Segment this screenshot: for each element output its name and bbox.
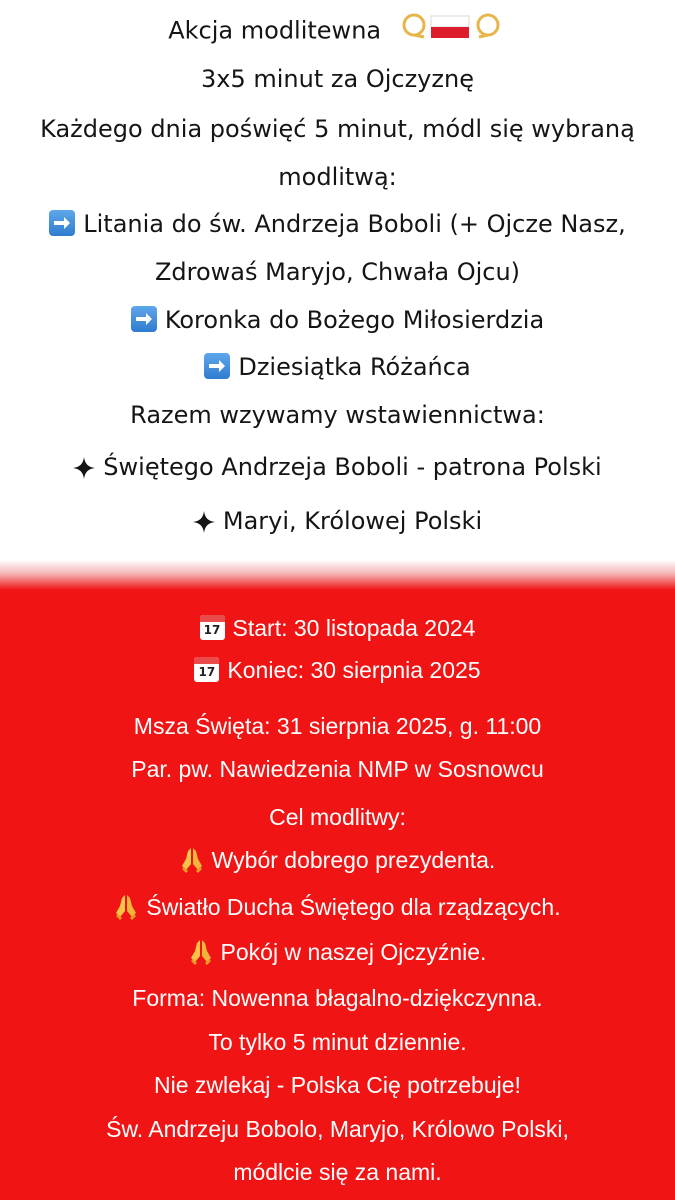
sparkle-icon <box>73 456 95 478</box>
goal-heading: Cel modlitwy: <box>269 804 406 830</box>
appeal-text: Nie zwlekaj - Polska Cię potrzebuje! <box>154 1072 521 1098</box>
intercessor-item-bobola <box>0 452 675 482</box>
prayer-item-rosary <box>0 352 675 382</box>
intercessor-item-mary <box>0 506 675 536</box>
start-date <box>0 613 675 643</box>
goal-item-peace <box>0 937 675 967</box>
closing-line-2: módlcie się za nami. <box>233 1159 442 1185</box>
title-line <box>0 14 675 49</box>
duration-info: To tylko 5 minut dziennie. <box>208 1029 467 1055</box>
right-arrow-icon <box>131 306 157 332</box>
subtitle: 3x5 minut za Ojczyznę <box>201 65 474 93</box>
prayer-item-text: Dziesiątka Różańca <box>238 353 471 381</box>
goal-text: Wybór dobrego prezydenta. <box>211 847 496 873</box>
sparkle-icon <box>193 510 215 532</box>
right-arrow-icon <box>49 210 75 236</box>
page-title: Akcja modlitewna <box>168 16 382 45</box>
parish-info: Par. pw. Nawiedzenia NMP w Sosnowcu <box>131 756 544 782</box>
end-date <box>0 655 675 685</box>
mass-info: Msza Święta: 31 sierpnia 2025, g. 11:00 <box>133 713 542 739</box>
praying-hands-icon <box>114 894 138 920</box>
goal-text: Światło Ducha Świętego dla rządzących. <box>146 894 561 920</box>
praying-hands-icon <box>189 939 213 965</box>
instruction-line-1: Każdego dnia poświęć 5 minut, módl się wybraną <box>40 115 635 143</box>
intercessor-text: Maryi, Królowej Polski <box>222 507 483 535</box>
prayer-item-litany-continuation: Zdrowaś Maryjo, Chwała Ojcu) <box>154 258 521 286</box>
calendar-icon: 17 <box>194 657 219 682</box>
color-transition <box>0 560 675 590</box>
prayer-item-text: Koronka do Bożego Miłosierdzia <box>164 306 545 334</box>
intercession-heading: Razem wzywamy wstawiennictwa: <box>130 401 545 429</box>
right-arrow-icon <box>204 353 230 379</box>
form-info: Forma: Nowenna błagalno-dziękczynna. <box>132 985 543 1011</box>
prayer-item-chaplet <box>0 305 675 335</box>
goal-item-light <box>0 892 675 922</box>
calendar-icon: 17 <box>200 615 225 640</box>
praying-hands-icon <box>180 847 204 873</box>
start-date-text: Start: 30 listopada 2024 <box>232 615 476 641</box>
prayer-item-text: Litania do św. Andrzeja Boboli (+ Ojcze Nasz, <box>83 210 626 238</box>
prayer-item-litany <box>0 209 675 239</box>
goal-item-president <box>0 845 675 875</box>
end-date-text: Koniec: 30 sierpnia 2025 <box>227 657 481 683</box>
intercessor-text: Świętego Andrzeja Boboli - patrona Polski <box>103 453 602 481</box>
closing-line-1: Św. Andrzeju Bobolo, Maryjo, Królowo Polski, <box>106 1116 569 1142</box>
goal-text: Pokój w naszej Ojczyźnie. <box>220 939 487 965</box>
instruction-line-2: modlitwą: <box>278 163 397 191</box>
poland-flag-rosary-icon <box>397 12 507 47</box>
